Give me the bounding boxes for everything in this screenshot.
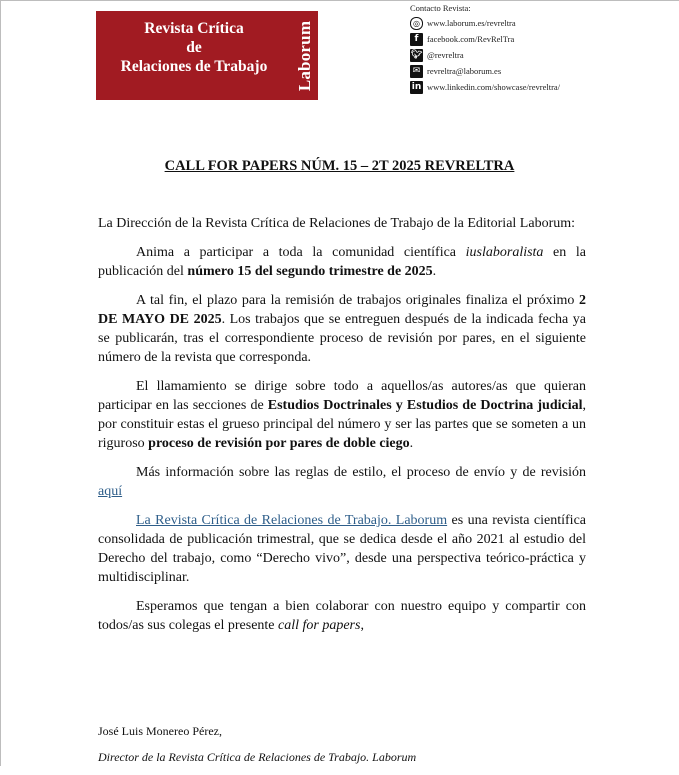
contact-title: Contacto Revista: [410,3,471,13]
paragraph-sections [98,377,586,453]
signature-role-text: Director de la Revista Crítica de Relaciones de Trabajo. Laborum [98,750,417,764]
p1-emphasis: iuslaboralista [465,245,544,260]
contact-linkedin[interactable] [410,79,560,95]
contact-facebook-text: facebook.com/RevRelTra [427,34,515,44]
contact-email[interactable] [410,63,560,79]
p2-deadline-date: 2 DE MAYO DE 2025 [98,293,586,327]
p1-strong: número 15 del segundo trimestre de 2025 [187,264,433,279]
p1-text-a: Anima a participar a toda la comunidad científica [136,245,466,260]
paragraph-about-journal [98,511,586,587]
paragraph-invitation [98,243,586,281]
p3-text-a: El llamamiento se dirige sobre todo a aquellos/as autores/as que quieran participar en las secciones de [98,379,586,413]
contact-email-text: revreltra@laborum.es [427,66,502,76]
twitter-icon: 🐦︎ [410,50,423,60]
signature-block [98,723,416,775]
journal-link[interactable]: La Revista Crítica de Relaciones de Trabajo. Laborum [136,513,448,528]
signature-role [98,749,416,765]
logo-line-1: Revista Crítica [144,20,244,37]
contact-twitter[interactable] [410,47,560,63]
paragraph-deadline [98,291,586,367]
logo-title [96,19,292,76]
more-info-link[interactable]: aquí [98,484,123,499]
globe-icon: ◎ [410,17,423,30]
letter-body [98,214,586,645]
p1-text-c: . [432,264,437,279]
intro-paragraph: La Dirección de la Revista Crítica de Relaciones de Trabajo de la Editorial Laborum: [98,216,576,231]
p1-text-b: en la publicación del [98,245,586,279]
contact-linkedin-text: www.linkedin.com/showcase/revreltra/ [427,82,561,92]
contact-website[interactable] [410,15,560,31]
p3-strong-review: proceso de revisión por pares de doble ciego [148,436,410,451]
contact-block [410,4,560,95]
p4-text-a: Más información sobre las reglas de estilo, el proceso de envío y de revisión [136,465,586,480]
logo-line-3: Relaciones de Trabajo [120,58,268,75]
logo-side-label [294,11,316,100]
p3-text-c: . [409,436,414,451]
paragraph-more-info [98,463,586,501]
contact-facebook[interactable] [410,31,560,47]
p2-text-b: . Los trabajos que se entreguen después de la indicada fecha ya se publicarán, tras el correspondiente proceso de revisión por pares, en el siguiente número de la revista que corresponda. [98,312,587,365]
p5-text-b: es una revista científica consolidada de publicación trimestral, que se dedica desde el año 2021 al estudio del Derecho del trabajo, como “Derecho vivo”, desde una perspectiva teórico-práctica y multidisciplinar. [98,513,586,585]
facebook-icon: f [410,33,423,46]
p6-emphasis: call for papers [278,618,361,633]
email-icon: ✉ [410,65,423,78]
p6-text-a: Esperamos que tengan a bien colaborar con nuestro equipo y compartir con todos/as sus colegas el presente [98,599,586,633]
logo-line-2: de [186,39,202,56]
contact-twitter-text: @revreltra [427,50,464,60]
linkedin-icon: in [411,82,422,92]
paragraph-closing [98,597,586,635]
p3-strong-sections: Estudios Doctrinales y Estudios de Doctrina judicial [267,398,583,413]
journal-logo [96,11,318,100]
page-left-edge [0,0,1,766]
p2-text-a: A tal fin, el plazo para la remisión de trabajos originales finaliza el próximo [136,293,579,308]
page-top-edge [0,0,679,1]
p3-text-b: , por constituir estas el grueso principal del número y ser las partes que se someten a un riguroso [98,398,586,451]
logo-side-text: Laborum [295,20,315,91]
signature-name: José Luis Monereo Pérez, [98,724,222,738]
call-for-papers-heading: CALL FOR PAPERS NÚM. 15 – 2T 2025 REVRELTRA [164,158,515,174]
contact-website-text: www.laborum.es/revreltra [427,18,516,28]
p6-text-b: , [360,618,364,633]
